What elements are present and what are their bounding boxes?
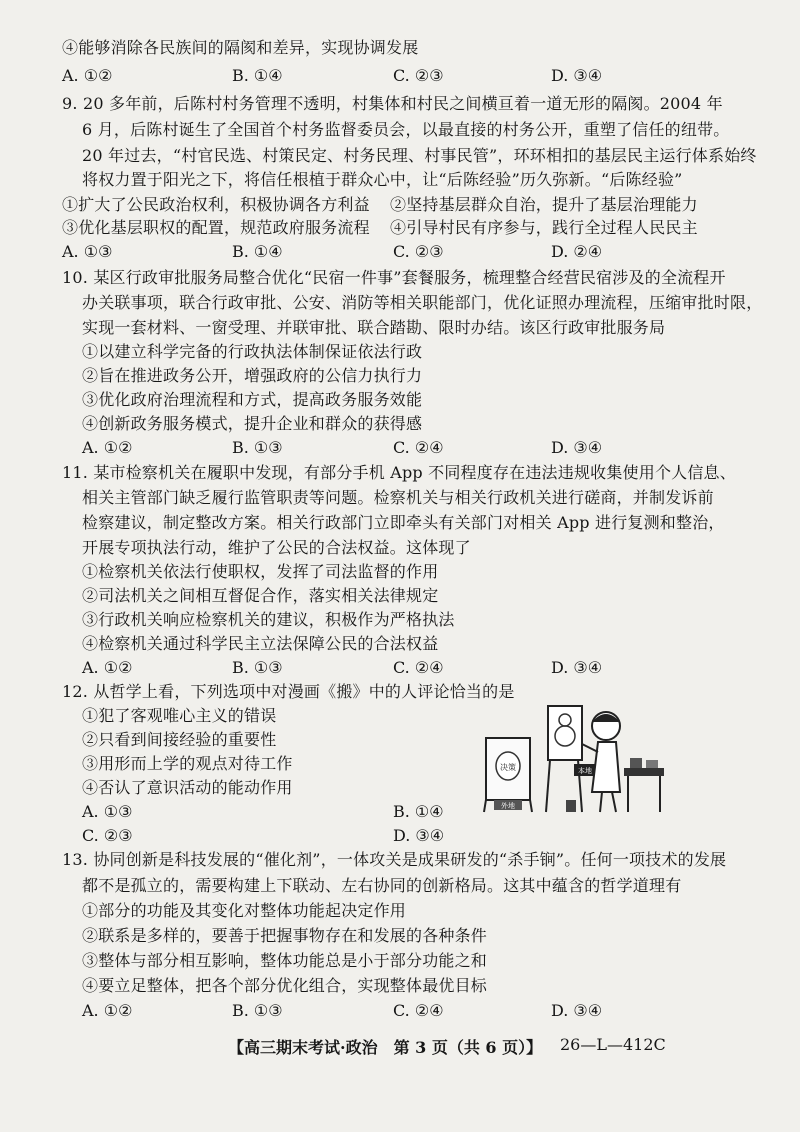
q13-option-b: B. ①③ [232,1001,283,1020]
q9-option-b: B. ①④ [232,242,283,261]
q12-stem: 12. 从哲学上看，下列选项中对漫画《搬》中的人评论恰当的是 [62,682,515,701]
q10-option-b: B. ①③ [232,438,283,457]
q13-option-d: D. ③④ [551,1001,603,1020]
q8-option-d: D. ③④ [551,66,603,85]
q9-item-3: ③优化基层职权的配置，规范政府服务流程 [62,218,370,237]
q9-item-2: ②坚持基层群众自治，提升了基层治理能力 [390,195,698,214]
board-left-label: 决策 [500,763,516,772]
q8-option-b: B. ①④ [232,66,283,85]
q10-option-d: D. ③④ [551,438,603,457]
q9-stem-line-4: 将权力置于阳光之下，将信任根植于群众心中，让“后陈经验”历久弥新。“后陈经验” [82,170,683,189]
board-right-label: 本地 [578,767,592,775]
cartoon-illustration [470,688,670,818]
q12-item-1: ①犯了客观唯心主义的错误 [82,706,277,725]
q13-item-1: ①部分的功能及其变化对整体功能起决定作用 [82,901,407,920]
q13-item-2: ②联系是多样的，要善于把握事物存在和发展的各种条件 [82,926,488,945]
q9-stem-line-1: 9. 20 多年前，后陈村村务管理不透明，村集体和村民之间横亘着一道无形的隔阂。2004 年 [62,94,723,113]
right-board [546,706,596,812]
q13-stem-line-2: 都不是孤立的，需要构建上下联动、左右协同的创新格局。这其中蕴含的哲学道理有 [82,876,682,895]
q11-option-a: A. ①② [82,658,133,677]
q11-option-c: C. ②④ [393,658,444,677]
q10-option-c: C. ②④ [393,438,444,457]
q13-stem-line-1: 13. 协同创新是科技发展的“催化剂”，一体攻关是成果研发的“杀手锏”。任何一项技术的发展 [62,850,727,869]
q12-option-a: A. ①③ [82,802,133,821]
q11-item-2: ②司法机关之间相互督促合作，落实相关法律规定 [82,586,439,605]
q11-stem-line-3: 检察建议，制定整改方案。相关行政部门立即牵头有关部门对相关 App 进行复测和整治， [82,513,725,532]
q8-option-c: C. ②③ [393,66,444,85]
painter-figure [582,712,620,812]
q10-stem-line-2: 办关联事项，联合行政审批、公安、消防等相关职能部门，优化证照办理流程，压缩审批时限， [82,293,763,312]
q12-option-d: D. ③④ [393,826,445,845]
page-footer-code: 26—L—412C [560,1035,666,1054]
q11-option-b: B. ①③ [232,658,283,677]
q13-item-3: ③整体与部分相互影响，整体功能总是小于部分功能之和 [82,951,488,970]
q9-option-d: D. ②④ [551,242,603,261]
pot-label: 外地 [501,802,515,810]
q9-option-a: A. ①③ [62,242,113,261]
q11-item-3: ③行政机关响应检察机关的建议，积极作为严格执法 [82,610,455,629]
q12-item-2: ②只看到间接经验的重要性 [82,730,277,749]
q10-item-1: ①以建立科学完备的行政执法体制保证依法行政 [82,342,423,361]
q10-item-2: ②旨在推进政务公开，增强政府的公信力执行力 [82,366,423,385]
q11-option-d: D. ③④ [551,658,603,677]
q8-item-4: ④能够消除各民族间的隔阂和差异，实现协调发展 [62,38,419,57]
q12-option-b: B. ①④ [393,802,444,821]
q13-option-c: C. ②④ [393,1001,444,1020]
q10-stem-line-1: 10. 某区行政审批服务局整合优化“民宿一件事”套餐服务，梳理整合经营民宿涉及的全流程开 [62,268,726,287]
q11-item-4: ④检察机关通过科学民主立法保障公民的合法权益 [82,634,439,653]
q11-stem-line-4: 开展专项执法行动，维护了公民的合法权益。这体现了 [82,538,471,557]
q10-option-a: A. ①② [82,438,133,457]
q13-option-a: A. ①② [82,1001,133,1020]
q11-stem-line-1: 11. 某市检察机关在履职中发现，有部分手机 App 不同程度存在违法违规收集使用个人信息、 [62,463,736,482]
q12-item-3: ③用形而上学的观点对待工作 [82,754,293,773]
q10-stem-line-3: 实现一套材料、一窗受理、并联审批、联合踏勘、限时办结。该区行政审批服务局 [82,318,666,337]
q9-item-4: ④引导村民有序参与，践行全过程人民民主 [390,218,698,237]
q9-stem-line-3: 20 年过去，“村官民选、村策民定、村务民理、村事民管”，环环相扣的基层民主运行体系始终 [82,146,757,165]
left-board [484,738,532,812]
q12-item-4: ④否认了意识活动的能动作用 [82,778,293,797]
q10-item-3: ③优化政府治理流程和方式，提高政务服务效能 [82,390,423,409]
q10-item-4: ④创新政务服务模式，提升企业和群众的获得感 [82,414,423,433]
q9-item-1: ①扩大了公民政治权利，积极协调各方利益 [62,195,370,214]
page-footer-title: 【高三期末考试·政治 第 3 页（共 6 页）】 [228,1038,543,1057]
q13-item-4: ④要立足整体，把各个部分优化组合，实现整体最优目标 [82,976,488,995]
q8-option-a: A. ①② [62,66,113,85]
q12-option-c: C. ②③ [82,826,133,845]
q9-stem-line-2: 6 月，后陈村诞生了全国首个村务监督委员会，以最直接的村务公开，重塑了信任的纽带。 [82,120,730,139]
q11-item-1: ①检察机关依法行使职权，发挥了司法监督的作用 [82,562,439,581]
q9-option-c: C. ②③ [393,242,444,261]
q11-stem-line-2: 相关主管部门缺乏履行监管职责等问题。检察机关与相关行政机关进行磋商，并制发诉前 [82,488,714,507]
